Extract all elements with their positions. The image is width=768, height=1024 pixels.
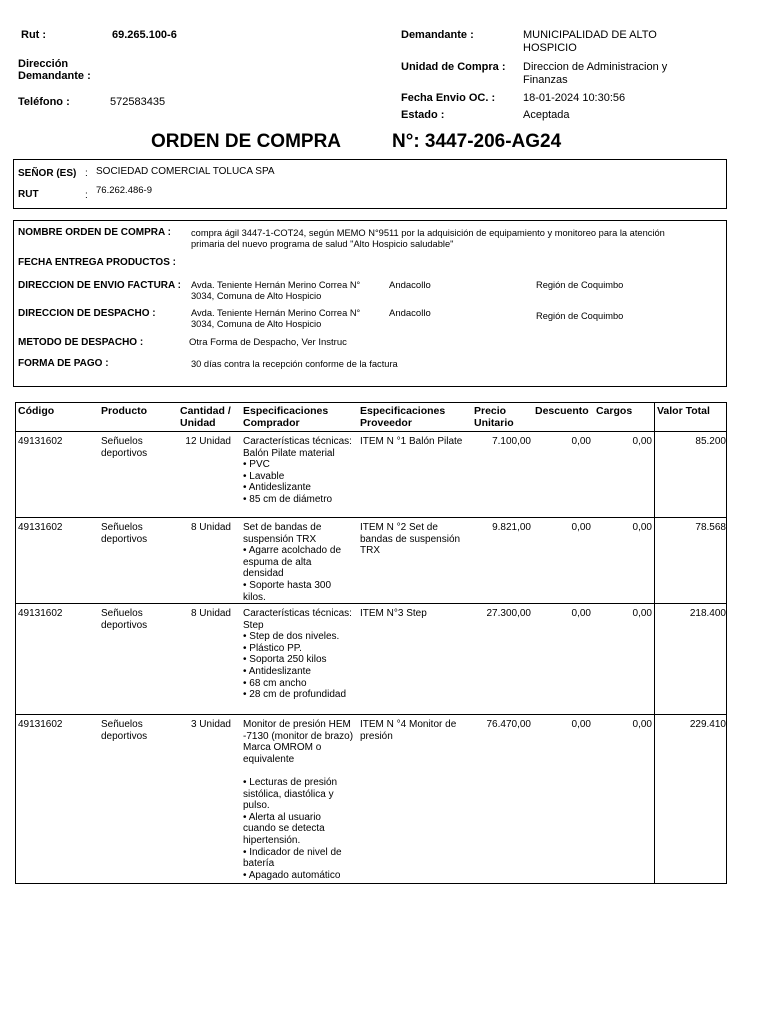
cell-cargos: 0,00 (632, 522, 652, 533)
cell-codigo: 49131602 (18, 608, 63, 619)
supplier-name: SOCIEDAD COMERCIAL TOLUCA SPA (96, 166, 275, 177)
despacho-label: DIRECCION DE DESPACHO : (18, 308, 156, 319)
cell-cantidad: 3 Unidad (190, 719, 231, 730)
col-precio: Precio Unitario (474, 405, 514, 429)
header-divider (16, 431, 727, 432)
direccion-label: Dirección Demandante : (18, 58, 91, 82)
cell-cargos: 0,00 (632, 436, 652, 447)
senor-colon: : (85, 168, 88, 179)
metodo-despacho-label: METODO DE DESPACHO : (18, 337, 144, 348)
despacho-comuna: Andacollo (389, 308, 431, 319)
col-cargos: Cargos (596, 405, 633, 417)
telefono-label: Teléfono : (18, 96, 70, 108)
col-esp-proveedor: Especificaciones Proveedor (360, 405, 446, 429)
cell-cargos: 0,00 (632, 719, 652, 730)
unidad-compra-value: Direccion de Administracion y Finanzas (523, 61, 668, 86)
envio-factura-address: Avda. Teniente Hernán Merino Correa N° 3034, Comuna de Alto Hospicio (191, 280, 361, 301)
cell-descuento: 0,00 (571, 436, 591, 447)
fecha-envio-value: 18-01-2024 10:30:56 (523, 92, 626, 104)
cell-cargos: 0,00 (632, 608, 652, 619)
col-producto: Producto (101, 405, 148, 417)
forma-pago-value: 30 días contra la recepción conforme de la factura (191, 359, 398, 369)
nombre-orden-value: compra ágil 3447-1-COT24, según MEMO N°9511 por la adquisición de equipamiento y monitoreo para la atención primaria del nuevo programa de salud "Alto Hospicio saludable" (191, 228, 665, 249)
col-cantidad: Cantidad / Unidad (180, 405, 231, 429)
fecha-entrega-label: FECHA ENTREGA PRODUCTOS : (18, 257, 176, 268)
cell-valor-total: 85.200 (695, 436, 726, 447)
cell-codigo: 49131602 (18, 719, 63, 730)
supplier-rut-label: RUT (18, 189, 39, 200)
cell-descuento: 0,00 (571, 522, 591, 533)
cell-esp-proveedor: ITEM N °1 Balón Pilate (360, 436, 463, 447)
envio-factura-region: Región de Coquimbo (536, 280, 624, 290)
col-codigo: Código (18, 405, 55, 417)
envio-factura-comuna: Andacollo (389, 280, 431, 291)
items-table (15, 402, 727, 884)
despacho-region: Región de Coquimbo (536, 311, 624, 321)
cell-esp-proveedor: ITEM N°3 Step (360, 608, 427, 619)
col-esp-comprador: Especificaciones Comprador (243, 405, 329, 429)
cell-esp-comprador: Monitor de presión HEM -7130 (monitor de brazo) Marca OMROM o equivalente • Lecturas de presión sistólica, diastólica y pulso. • Alerta al usuario cuando se detecta hipertensión. • Indicador de nivel de batería • Apagado automático (243, 719, 354, 881)
cell-precio: 27.300,00 (486, 608, 531, 619)
cell-producto: Señuelos deportivos (101, 522, 148, 545)
cell-esp-comprador: Set de bandas de suspensión TRX • Agarre acolchado de espuma de alta densidad • Soporte hasta 300 kilos. (243, 522, 342, 603)
cell-cantidad: 8 Unidad (190, 608, 231, 619)
cell-precio: 7.100,00 (492, 436, 531, 447)
cell-valor-total: 78.568 (695, 522, 726, 533)
cell-esp-proveedor: ITEM N °4 Monitor de presión (360, 719, 457, 742)
cell-descuento: 0,00 (571, 719, 591, 730)
page-title: ORDEN DE COMPRA (151, 131, 342, 152)
metodo-despacho-value: Otra Forma de Despacho, Ver Instruc (189, 337, 347, 348)
demandante-label: Demandante : (401, 29, 474, 41)
cell-precio: 9.821,00 (492, 522, 531, 533)
col-descuento: Descuento (535, 405, 589, 417)
cell-codigo: 49131602 (18, 436, 63, 447)
despacho-address: Avda. Teniente Hernán Merino Correa N° 3034, Comuna de Alto Hospicio (191, 308, 361, 329)
col-valor-total: Valor Total (657, 405, 710, 417)
order-number: N°: 3447-206-AG24 (392, 131, 562, 152)
rut-value: 69.265.100-6 (112, 29, 177, 41)
row-divider (16, 714, 727, 715)
supplier-rut-value: 76.262.486-9 (96, 185, 152, 196)
demandante-value: MUNICIPALIDAD DE ALTO HOSPICIO (523, 29, 657, 54)
telefono-value: 572583435 (110, 96, 166, 108)
estado-value: Aceptada (523, 109, 570, 121)
supplier-rut-colon: : (85, 190, 88, 201)
cell-esp-comprador: Características técnicas: Step • Step de dos niveles. • Plástico PP. • Soporta 250 kilos • Antideslizante • 68 cm ancho • 28 cm de profundidad (243, 608, 352, 701)
nombre-orden-label: NOMBRE ORDEN DE COMPRA : (18, 227, 171, 238)
row-divider (16, 603, 727, 604)
unidad-compra-label: Unidad de Compra : (401, 61, 506, 73)
cell-cantidad: 8 Unidad (190, 522, 231, 533)
cell-valor-total: 218.400 (689, 608, 726, 619)
cell-cantidad: 12 Unidad (185, 436, 231, 447)
fecha-envio-label: Fecha Envio OC. : (401, 92, 496, 104)
cell-descuento: 0,00 (571, 608, 591, 619)
forma-pago-label: FORMA DE PAGO : (18, 358, 109, 369)
cell-esp-comprador: Características técnicas: Balón Pilate material • PVC • Lavable • Antideslizante • 85 cm de diámetro (243, 436, 352, 505)
rut-label: Rut : (21, 29, 47, 41)
cell-producto: Señuelos deportivos (101, 436, 148, 459)
row-divider (16, 517, 727, 518)
valor-total-divider (654, 402, 655, 884)
cell-esp-proveedor: ITEM N °2 Set de bandas de suspensión TRX (360, 522, 461, 557)
cell-precio: 76.470,00 (486, 719, 531, 730)
cell-producto: Señuelos deportivos (101, 608, 148, 631)
cell-producto: Señuelos deportivos (101, 719, 148, 742)
estado-label: Estado : (401, 109, 445, 121)
cell-valor-total: 229.410 (689, 719, 726, 730)
senor-label: SEÑOR (ES) (18, 168, 77, 179)
cell-codigo: 49131602 (18, 522, 63, 533)
envio-factura-label: DIRECCION DE ENVIO FACTURA : (18, 280, 181, 291)
